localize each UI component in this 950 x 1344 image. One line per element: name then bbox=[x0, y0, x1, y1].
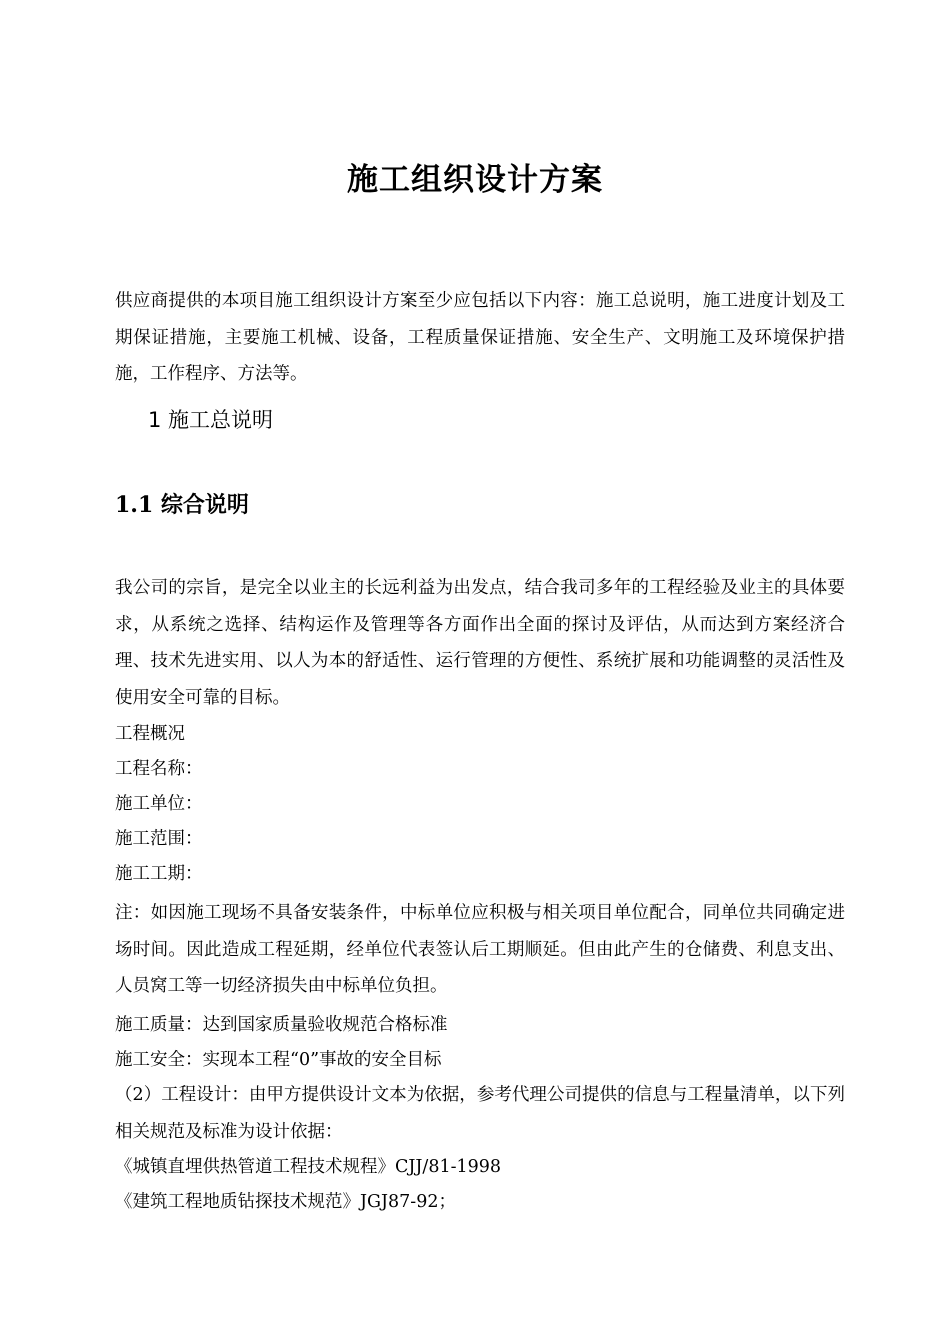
overview-label: 工程概况 bbox=[115, 724, 185, 744]
document-title: 施工组织设计方案 bbox=[347, 162, 603, 198]
section-1-heading: 1 施工总说明 bbox=[148, 408, 274, 432]
purpose-paragraph: 我公司的宗旨，是完全以业主的长远利益为出发点，结合我司多年的工程经验及业主的具体要求，从系统之选择、结构运作及管理等各方面作出全面的探讨及评估，从而达到方案经济合理、技术先进实用、以人为本的舒适性、运行管理的方便性、系统扩展和功能调整的灵活性及使用安全可靠的目标。 bbox=[115, 578, 845, 708]
construction-period-label: 施工工期： bbox=[115, 864, 203, 884]
quality-safety-block bbox=[115, 1008, 845, 1078]
design-paragraph: （2）工程设计：由甲方提供设计文本为依据，参考代理公司提供的信息与工程量清单，以下列相关规范及标准为设计依据： bbox=[115, 1085, 845, 1142]
standard-item: 《城镇直埋供热管道工程技术规程》CJJ/81-1998 bbox=[115, 1157, 502, 1177]
intro-paragraph: 供应商提供的本项目施工组织设计方案至少应包括以下内容：施工总说明，施工进度计划及工期保证措施，主要施工机械、设备，工程质量保证措施、安全生产、文明施工及环境保护措施，工作程序、方法等。 bbox=[115, 291, 845, 384]
project-name-label: 工程名称： bbox=[115, 759, 203, 779]
project-overview-block bbox=[115, 717, 845, 892]
construction-unit-label: 施工单位： bbox=[115, 794, 203, 814]
quality-line: 施工质量：达到国家质量验收规范合格标准 bbox=[115, 1015, 448, 1035]
note-paragraph: 注：如因施工现场不具备安装条件，中标单位应积极与相关项目单位配合，同单位共同确定进场时间。因此造成工程延期，经单位代表签认后工期顺延。但由此产生的仓储费、利息支出、人员窝工等一切经济损失由中标单位负担。 bbox=[115, 903, 845, 996]
section-1-1-heading: 1.1 综合说明 bbox=[115, 492, 249, 518]
safety-line: 施工安全：实现本工程“0”事故的安全目标 bbox=[115, 1050, 442, 1070]
construction-scope-label: 施工范围： bbox=[115, 829, 203, 849]
standards-list bbox=[115, 1150, 845, 1220]
standard-item: 《建筑工程地质钻探技术规范》JGJ87-92； bbox=[115, 1192, 456, 1212]
